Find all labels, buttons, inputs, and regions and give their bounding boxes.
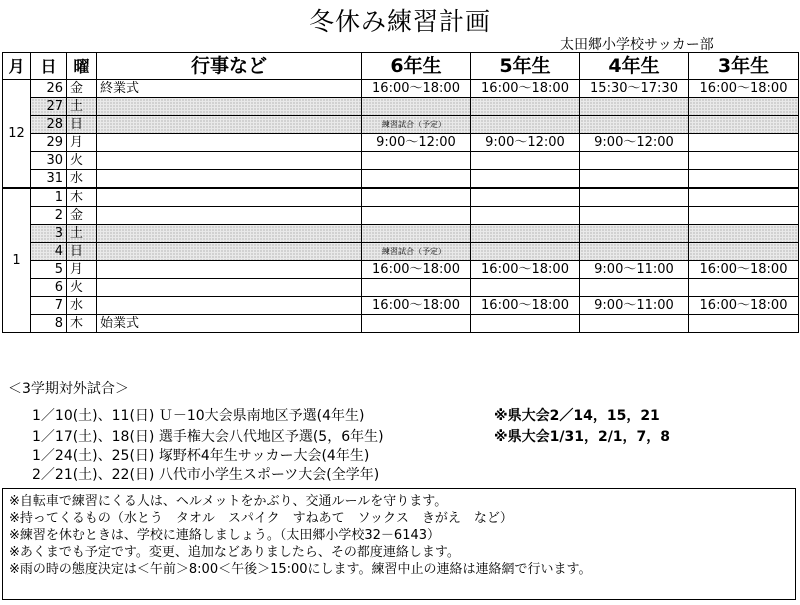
weekday-cell: 金 (67, 80, 97, 98)
grade3-cell: 16:00～18:00 (689, 80, 799, 98)
table-row (3, 279, 799, 297)
note-line: ※自転車で練習にくる人は、ヘルメットをかぶり、交通ルールを守ります。 (9, 494, 448, 509)
event-cell (97, 98, 362, 116)
note-line: ※持ってくるもの（水とう タオル スパイク すねあて ソックス きがえ など） (9, 511, 513, 526)
weekday-cell: 日 (67, 243, 97, 261)
day-cell: 30 (31, 152, 67, 170)
event-cell (97, 152, 362, 170)
event-cell (97, 297, 362, 315)
grade3-cell (689, 207, 799, 225)
grade5-cell (471, 170, 580, 189)
month-cell-january: 1 (3, 188, 31, 333)
grade6-cell (362, 279, 471, 297)
header-grade6: 6年生 (362, 53, 471, 80)
header-grade5: 5年生 (471, 53, 580, 80)
grade5-cell: 16:00～18:00 (471, 297, 580, 315)
table-row (3, 225, 799, 243)
grade3-cell (689, 225, 799, 243)
event-cell (97, 279, 362, 297)
grade6-cell: 16:00～18:00 (362, 297, 471, 315)
grade6-cell (362, 152, 471, 170)
section-title: ＜3学期対外試合＞ (8, 381, 129, 397)
day-cell: 6 (31, 279, 67, 297)
table-header-row (3, 53, 799, 80)
grade6-cell: 練習試合（予定） (362, 243, 471, 261)
grade5-cell: 9:00～12:00 (471, 134, 580, 152)
weekday-cell: 月 (67, 261, 97, 279)
grade3-cell: 16:00～18:00 (689, 297, 799, 315)
weekday-cell: 水 (67, 170, 97, 189)
day-cell: 4 (31, 243, 67, 261)
grade6-cell (362, 98, 471, 116)
weekday-cell: 火 (67, 152, 97, 170)
grade3-cell (689, 116, 799, 134)
note-line: ※練習を休むときは、学校に連絡しましょう。（太田郷小学校32－6143） (9, 528, 441, 543)
table-row (3, 134, 799, 152)
weekday-cell: 土 (67, 98, 97, 116)
grade3-cell (689, 279, 799, 297)
school-name: 太田郷小学校サッカー部 (560, 37, 714, 53)
grade6-cell (362, 188, 471, 207)
event-cell (97, 170, 362, 189)
weekday-cell: 木 (67, 315, 97, 333)
table-row (3, 243, 799, 261)
grade5-cell (471, 116, 580, 134)
weekday-cell: 日 (67, 116, 97, 134)
day-cell: 8 (31, 315, 67, 333)
grade3-cell (689, 315, 799, 333)
event-cell (97, 207, 362, 225)
header-weekday: 曜 (67, 53, 97, 80)
grade4-cell: 9:00～12:00 (580, 134, 689, 152)
table-row (3, 207, 799, 225)
table-row (3, 80, 799, 98)
practice-schedule-table (2, 52, 799, 333)
header-events: 行事など (97, 53, 362, 80)
table-row (3, 152, 799, 170)
grade6-cell: 16:00～18:00 (362, 261, 471, 279)
match-line: 1／10(土)、11(日) Ｕ－10大会県南地区予選(4年生) (32, 408, 365, 424)
grade6-cell: 16:00～18:00 (362, 80, 471, 98)
grade3-cell (689, 152, 799, 170)
event-cell (97, 116, 362, 134)
table-row (3, 170, 799, 189)
table-row (3, 116, 799, 134)
weekday-cell: 土 (67, 225, 97, 243)
grade4-cell (580, 188, 689, 207)
grade5-cell (471, 98, 580, 116)
grade4-cell (580, 98, 689, 116)
grade6-cell (362, 315, 471, 333)
header-month: 月 (3, 53, 31, 80)
grade6-cell (362, 170, 471, 189)
grade5-cell (471, 207, 580, 225)
table-row (3, 261, 799, 279)
event-cell: 終業式 (97, 80, 362, 98)
grade5-cell (471, 279, 580, 297)
grade6-cell (362, 225, 471, 243)
day-cell: 27 (31, 98, 67, 116)
grade5-cell (471, 152, 580, 170)
event-cell (97, 188, 362, 207)
grade3-cell (689, 134, 799, 152)
grade5-cell: 16:00～18:00 (471, 261, 580, 279)
day-cell: 7 (31, 297, 67, 315)
grade6-cell: 9:00～12:00 (362, 134, 471, 152)
day-cell: 5 (31, 261, 67, 279)
grade4-cell (580, 279, 689, 297)
notes-box (2, 488, 796, 600)
tournament-note: ※県大会1/31，2/1，7，8 (494, 429, 671, 445)
grade5-cell (471, 225, 580, 243)
grade5-cell (471, 315, 580, 333)
page-title: 冬休み練習計画 (308, 7, 491, 36)
tournament-note: ※県大会2／14，15，21 (494, 408, 660, 424)
month-cell-december: 12 (3, 80, 31, 189)
match-line: 2／21(土)、22(日) 八代市小学生スポーツ大会(全学年) (32, 467, 380, 483)
header-day: 日 (31, 53, 67, 80)
note-line: ※雨の時の態度決定は＜午前＞8:00＜午後＞15:00にします。練習中止の連絡は連絡網で行います。 (9, 562, 592, 577)
header-grade3: 3年生 (689, 53, 799, 80)
event-cell (97, 243, 362, 261)
grade5-cell: 16:00～18:00 (471, 80, 580, 98)
header-grade4: 4年生 (580, 53, 689, 80)
event-cell (97, 225, 362, 243)
table-row (3, 98, 799, 116)
note-line: ※あくまでも予定です。変更、追加などありましたら、その都度連絡します。 (9, 545, 460, 560)
grade3-cell (689, 98, 799, 116)
grade3-cell: 16:00～18:00 (689, 261, 799, 279)
grade4-cell (580, 152, 689, 170)
weekday-cell: 月 (67, 134, 97, 152)
day-cell: 26 (31, 80, 67, 98)
day-cell: 28 (31, 116, 67, 134)
event-cell (97, 134, 362, 152)
grade3-cell (689, 243, 799, 261)
grade6-cell (362, 207, 471, 225)
grade3-cell (689, 170, 799, 189)
grade4-cell (580, 170, 689, 189)
match-line: 1／24(土)、25(日) 塚野杯4年生サッカー大会(4年生) (32, 448, 370, 464)
match-line: 1／17(土)、18(日) 選手権大会八代地区予選(5，6年生) (32, 429, 384, 445)
grade4-cell (580, 315, 689, 333)
day-cell: 2 (31, 207, 67, 225)
grade6-cell: 練習試合（予定） (362, 116, 471, 134)
weekday-cell: 木 (67, 188, 97, 207)
day-cell: 3 (31, 225, 67, 243)
table-row (3, 188, 799, 207)
grade4-cell (580, 225, 689, 243)
weekday-cell: 水 (67, 297, 97, 315)
grade4-cell: 9:00～11:00 (580, 297, 689, 315)
table-row (3, 315, 799, 333)
event-cell (97, 261, 362, 279)
grade4-cell: 15:30～17:30 (580, 80, 689, 98)
event-cell: 始業式 (97, 315, 362, 333)
grade4-cell (580, 116, 689, 134)
table-row (3, 297, 799, 315)
day-cell: 29 (31, 134, 67, 152)
weekday-cell: 金 (67, 207, 97, 225)
weekday-cell: 火 (67, 279, 97, 297)
grade4-cell: 9:00～11:00 (580, 261, 689, 279)
day-cell: 1 (31, 188, 67, 207)
grade5-cell (471, 188, 580, 207)
grade4-cell (580, 243, 689, 261)
grade3-cell (689, 188, 799, 207)
grade5-cell (471, 243, 580, 261)
grade4-cell (580, 207, 689, 225)
day-cell: 31 (31, 170, 67, 189)
